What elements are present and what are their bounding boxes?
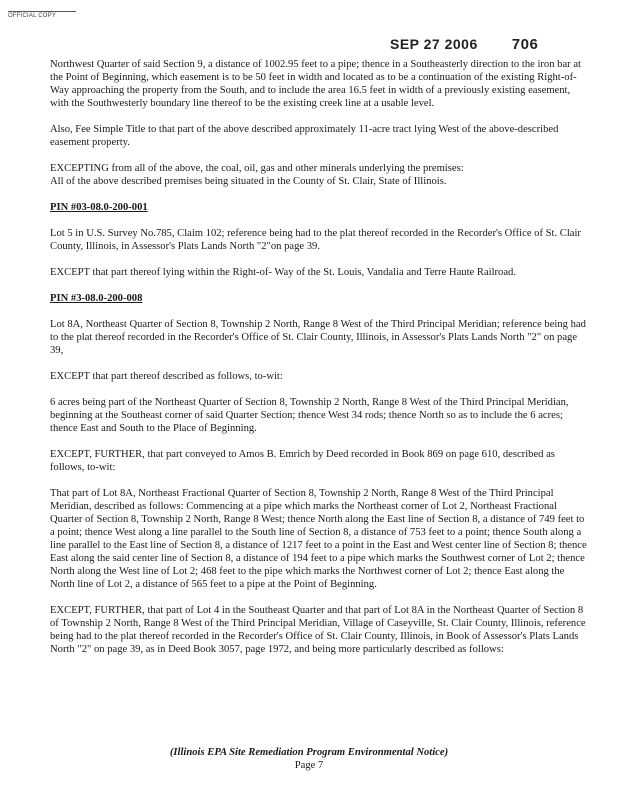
paragraph-except-railroad: EXCEPT that part thereof lying within the Right-of- Way of the St. Louis, Vandalia and Terre Haute Railroad. [50,267,516,278]
official-copy-label: OFFICIAL COPY [8,13,57,19]
recording-page-number: 706 [511,36,539,53]
pin-heading-2: PIN #3-08.0-200-008 [50,293,143,304]
recorder-scrawl [8,6,76,12]
recording-date: SEP 27 2006 [390,36,478,52]
paragraph-except-to-wit: EXCEPT that part thereof described as follows, to-wit: [50,371,283,382]
footer-notice: (Illinois EPA Site Remediation Program Environmental Notice) [169,747,449,758]
pin-heading-1: PIN #03-08.0-200-001 [50,202,148,213]
footer-page-number: Page 7 [294,760,324,771]
recording-stamp [390,36,538,53]
page-footer [0,746,618,772]
paragraph-fee-simple: Also, Fee Simple Title to that part of the above described approximately 11-acre tract lying West of the above-described easement property. [50,124,559,148]
paragraph-lot-8a: Lot 8A, Northeast Quarter of Section 8, Township 2 North, Range 8 West of the Third Principal Meridian; reference being had to the plat thereof recorded in the Recorder's Office of St. Clair County, Illinois, in Assessor's Plats Lands North "2" on page 39, [50,319,586,356]
paragraph-except-lot-4: EXCEPT, FURTHER, that part of Lot 4 in the Southeast Quarter and that part of Lot 8A in the Northeast Quarter of Section 8 of Township 2 North, Range 8 West of the Third Principal Meridian, Village of Caseyville, St. Clair County, Illinois, reference being had to the plat thereof recorded in the Recorder's Office of St. Clair County, Illinois, in Book of Assessor's Plats Lands North "2" on page 39, as in Deed Book 3057, page 1972, and being more particularly described as follows: [50,605,586,655]
paragraph-lot-5: Lot 5 in U.S. Survey No.785, Claim 102; reference being had to the plat thereof recorded in the Recorder's Office of St. Clair County, Illinois, in Assessor's Plats Lands North "2"on page 39. [50,228,581,252]
paragraph-county-situation: All of the above described premises being situated in the County of St. Clair, State of Illinois. [50,176,447,187]
paragraph-except-emrich: EXCEPT, FURTHER, that part conveyed to Amos B. Emrich by Deed recorded in Book 869 on page 610, described as follows, to-wit: [50,449,555,473]
paragraph-lot-8a-description: That part of Lot 8A, Northeast Fractional Quarter of Section 8, Township 2 North, Range 8 West of the Third Principal Meridian, described as follows: Commencing at a pipe which marks the Northeast corner of Lot 2, Northeast Fractional Quarter of Section 8, Township 2 North, Range 8 West; thence North along the East line of Section 8, a distance of 749 feet to a point; thence West along a line parallel to the South line of Section 8, a distance of 753 feet to a point; thence South along a line parallel to the East line of Section 8, a distance of 1217 feet to a point in the East and West center line of Section 8; thence East along the said center line of Section 8, a distance of 194 feet to a pipe which marks the Southwest corner of Lot 2; thence North along the West line of Lot 2; 468 feet to the pipe which marks the Northwest corner of Lot 2; thence East along the North line of Lot 2, a distance of 565 feet to a pipe at the Point of Beginning. [50,488,587,590]
official-copy-stamp [8,6,76,20]
paragraph-excepting-minerals: EXCEPTING from all of the above, the coal, oil, gas and other minerals underlying the premises: [50,163,464,174]
document-body [50,58,590,669]
paragraph-easement: Northwest Quarter of said Section 9, a distance of 1002.95 feet to a pipe; thence in a Southeasterly direction to the iron bar at the Point of Beginning, which easement is to be 50 feet in width and located as to be a continuation of the existing Right-of-Way approaching the property from the South, and to include the area 16.5 feet in width of a previously existing easement, with the Southwesterly boundary line thereof to be the existing creek line at a usable level. [50,59,581,109]
paragraph-six-acres: 6 acres being part of the Northeast Quarter of Section 8, Township 2 North, Range 8 West of the Third Principal Meridian, beginning at the Southeast corner of said Quarter Section; thence West 34 rods; thence North so as to include the 6 acres; thence East and South to the Place of Beginning. [50,397,569,434]
